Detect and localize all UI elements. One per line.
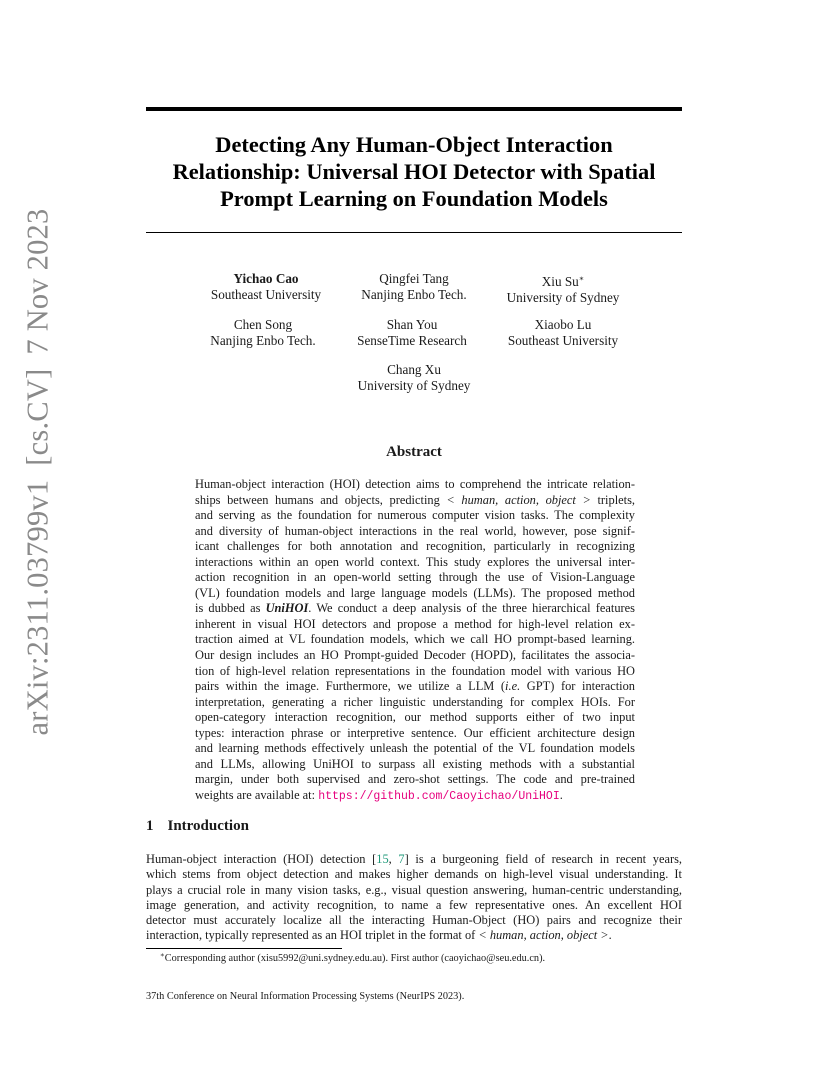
author-affiliation: Southeast University bbox=[210, 286, 322, 302]
hoi-triplet: < human, action, object > bbox=[478, 928, 609, 943]
author-block bbox=[508, 317, 618, 348]
citation-link[interactable]: 15 bbox=[376, 852, 389, 866]
author-name: Shan You bbox=[386, 317, 438, 332]
abstract-line: weights are available at: https://github.com/Caoyichao/UniHOI. bbox=[195, 787, 563, 803]
author-block bbox=[358, 362, 471, 393]
author-block bbox=[507, 271, 620, 305]
arxiv-stamp bbox=[21, 195, 56, 736]
code-link[interactable]: https://github.com/Caoyichao/UniHOI bbox=[318, 789, 560, 803]
abstract-line: interpretation, generating a richer linguistic understanding for complex HOIs. For bbox=[195, 694, 635, 709]
abstract-line: and serving as the foundation for numerous computer vision tasks. The complexity bbox=[195, 508, 635, 523]
abstract-line: pairs within the image. Furthermore, we utilize a LLM (i.e. GPT) for interaction bbox=[195, 679, 635, 694]
author-affiliation: University of Sydney bbox=[357, 377, 471, 393]
abstract-line: margin, under both supervised and zero-shot settings. The code and pre-trained bbox=[195, 772, 635, 787]
arxiv-date: 7 Nov 2023 bbox=[20, 208, 55, 355]
abstract-body bbox=[195, 477, 635, 803]
author-affiliation: SenseTime Research bbox=[357, 332, 467, 348]
abstract-line: ships between humans and objects, predicting < human, action, object > triplets, bbox=[195, 492, 635, 507]
abstract-line: traction aimed at VL foundation models, which we call HO prompt-based learning. bbox=[195, 632, 635, 647]
arxiv-category: [cs.CV] bbox=[20, 368, 55, 466]
abstract-line: open-category interaction recognition, our method supports either of two input bbox=[195, 710, 635, 725]
abstract-heading: Abstract bbox=[386, 444, 442, 460]
method-name: UniHOI bbox=[265, 601, 309, 616]
intro-line: interaction, typically represented as an HOI triplet in the format of < human, action, object >. bbox=[146, 928, 612, 943]
title-line: Detecting Any Human-Object Interaction bbox=[215, 132, 613, 157]
abstract-line: icant challenges for both annotation and recognition, particularly in recognizing bbox=[195, 539, 635, 554]
corresponding-mark: ∗ bbox=[578, 274, 585, 283]
author-block bbox=[210, 317, 315, 348]
intro-line: image generation, and activity recognition, to name a few representative ones. An excellent HOI bbox=[146, 897, 682, 912]
footnote-mark: ∗ bbox=[160, 951, 165, 959]
abstract-line: types: interaction phrase or interpretive sentence. Our efficient architecture design bbox=[195, 725, 635, 740]
section-heading-introduction bbox=[146, 818, 249, 835]
section-title: Introduction bbox=[167, 818, 249, 834]
abstract-line: and diversity of human-object interactions in the real world, however, pose signif- bbox=[195, 523, 635, 538]
introduction-body bbox=[146, 852, 682, 944]
footnote-rule bbox=[146, 948, 342, 949]
intro-line: Human-object interaction (HOI) detection [15, 7] is a burgeoning field of research in recent years, bbox=[146, 852, 683, 866]
author-affiliation: University of Sydney bbox=[506, 289, 620, 305]
venue-note: 37th Conference on Neural Information Processing Systems (NeurIPS 2023). bbox=[146, 991, 465, 1002]
abstract-line: and learning methods effectively unleash the potential of the VL foundation models bbox=[195, 741, 635, 756]
author-name: Qingfei Tang bbox=[379, 271, 449, 286]
section-number: 1 bbox=[146, 818, 154, 834]
intro-line: plays a crucial role in many vision tasks, e.g., visual question answering, human-centric understanding, bbox=[146, 882, 682, 897]
author-block bbox=[361, 271, 466, 302]
abstract-line: action recognition in an open-world setting through the use of Vision-Language bbox=[195, 570, 635, 585]
author-name: Chen Song bbox=[233, 317, 293, 332]
intro-line: detector must accurately localize all the interacting Human-Object (HO) pairs and recognize their bbox=[146, 913, 682, 928]
hoi-triplet: < human, action, object > bbox=[446, 492, 591, 507]
author-affiliation: Nanjing Enbo Tech. bbox=[210, 332, 316, 348]
author-name: Xiu Su∗ bbox=[541, 274, 585, 289]
arxiv-id: arXiv:2311.03799v1 bbox=[20, 479, 55, 736]
author-name: Xiaobo Lu bbox=[534, 317, 592, 332]
footnote bbox=[160, 951, 545, 964]
abstract-line: Human-object interaction (HOI) detection aims to comprehend the intricate relation- bbox=[195, 477, 635, 491]
abstract-line: tion of high-level relation representations in the foundation model with various HO bbox=[195, 663, 635, 678]
abstract-line: inherent in visual HOI detectors and propose a method for high-level relation ex- bbox=[195, 616, 635, 631]
abstract-line: Our design includes an HO Prompt-guided Decoder (HOPD), facilitates the associa- bbox=[195, 648, 635, 663]
abstract-line: and LLMs, allowing UniHOI to surpass all existing methods with a substantial bbox=[195, 756, 635, 771]
author-affiliation: Nanjing Enbo Tech. bbox=[361, 286, 467, 302]
citation-link[interactable]: 7 bbox=[398, 852, 405, 866]
paper-title bbox=[146, 131, 682, 212]
author-affiliation: Southeast University bbox=[507, 332, 619, 348]
title-top-rule bbox=[146, 107, 682, 111]
intro-line: which stems from object detection and makes higher demands on high-level visual understanding. It bbox=[146, 867, 682, 882]
abstract-line: (VL) foundation models and large language models (LLMs). The proposed method bbox=[195, 585, 635, 600]
author-block bbox=[211, 271, 321, 302]
title-line: Prompt Learning on Foundation Models bbox=[220, 186, 608, 211]
footnote-text: Corresponding author (xisu5992@uni.sydney.edu.au). First author (caoyichao@seu.edu.cn). bbox=[164, 953, 546, 964]
abstract-line: interactions within an open world context. This study explores the universal inter- bbox=[195, 554, 635, 569]
title-line: Relationship: Universal HOI Detector with Spatial bbox=[172, 159, 656, 184]
title-bottom-rule bbox=[146, 232, 682, 233]
author-name: Chang Xu bbox=[387, 362, 441, 377]
author-name: Yichao Cao bbox=[233, 271, 299, 286]
abstract-line: is dubbed as UniHOI. We conduct a deep analysis of the three hierarchical features bbox=[195, 601, 635, 616]
author-block bbox=[357, 317, 467, 348]
